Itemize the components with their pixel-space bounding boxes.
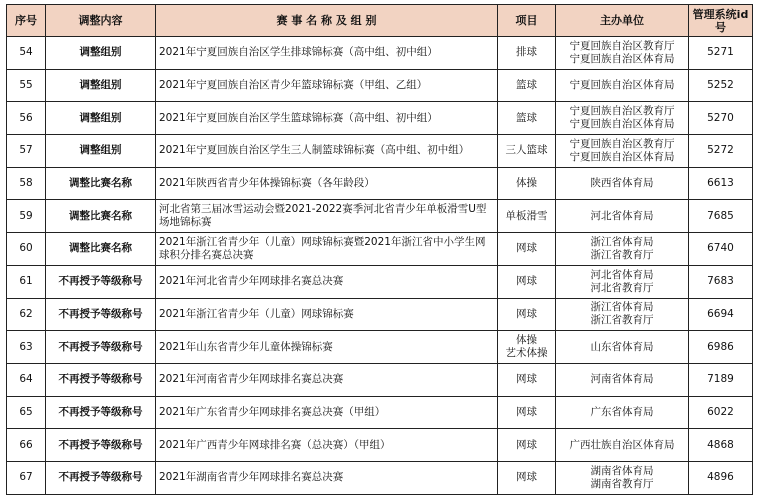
cell-sport: 体操 艺术体操: [498, 331, 556, 364]
header-sport: 项目: [498, 5, 556, 37]
cell-event-name: 2021年山东省青少年儿童体操锦标赛: [156, 331, 498, 364]
cell-organizer: 宁夏回族自治区体育局: [556, 69, 689, 102]
cell-adjust: 调整比赛名称: [46, 167, 156, 200]
cell-organizer: 广西壮族自治区体育局: [556, 429, 689, 462]
cell-system-id: 6740: [689, 233, 753, 266]
cell-system-id: 5252: [689, 69, 753, 102]
cell-sport: 三人篮球: [498, 135, 556, 168]
cell-event-name: 2021年广东省青少年网球排名赛总决赛（甲组）: [156, 396, 498, 429]
cell-sport: 网球: [498, 265, 556, 298]
cell-system-id: 4868: [689, 429, 753, 462]
cell-seq: 58: [7, 167, 46, 200]
table-row: [7, 102, 753, 135]
table-row: [7, 461, 753, 494]
cell-seq: 55: [7, 69, 46, 102]
cell-adjust: 调整组别: [46, 102, 156, 135]
table-row: [7, 265, 753, 298]
table-row: [7, 396, 753, 429]
cell-adjust: 调整组别: [46, 69, 156, 102]
cell-sport: 排球: [498, 37, 556, 70]
table-row: [7, 167, 753, 200]
cell-sport: 体操: [498, 167, 556, 200]
cell-system-id: 6022: [689, 396, 753, 429]
cell-adjust: 调整组别: [46, 135, 156, 168]
cell-seq: 60: [7, 233, 46, 266]
header-organizer: 主办单位: [556, 5, 689, 37]
cell-sport: 网球: [498, 233, 556, 266]
table-row: [7, 69, 753, 102]
cell-adjust: 不再授予等级称号: [46, 461, 156, 494]
cell-event-name: 2021年陕西省青少年体操锦标赛（各年龄段）: [156, 167, 498, 200]
cell-organizer: 河北省体育局: [556, 200, 689, 233]
cell-adjust: 调整比赛名称: [46, 233, 156, 266]
cell-seq: 54: [7, 37, 46, 70]
cell-seq: 59: [7, 200, 46, 233]
cell-seq: 61: [7, 265, 46, 298]
cell-organizer: 湖南省体育局 湖南省教育厅: [556, 461, 689, 494]
table-row: [7, 37, 753, 70]
cell-organizer: 浙江省体育局 浙江省教育厅: [556, 233, 689, 266]
cell-event-name: 2021年河南省青少年网球排名赛总决赛: [156, 363, 498, 396]
cell-sport: 网球: [498, 396, 556, 429]
cell-adjust: 不再授予等级称号: [46, 331, 156, 364]
cell-seq: 67: [7, 461, 46, 494]
cell-system-id: 6986: [689, 331, 753, 364]
cell-adjust: 不再授予等级称号: [46, 396, 156, 429]
cell-event-name: 2021年浙江省青少年（儿童）网球锦标赛: [156, 298, 498, 331]
table-row: [7, 331, 753, 364]
cell-sport: 网球: [498, 461, 556, 494]
cell-event-name: 2021年宁夏回族自治区学生篮球锦标赛（高中组、初中组）: [156, 102, 498, 135]
cell-event-name: 2021年广西青少年网球排名赛（总决赛）（甲组）: [156, 429, 498, 462]
cell-adjust: 不再授予等级称号: [46, 363, 156, 396]
cell-seq: 65: [7, 396, 46, 429]
cell-organizer: 宁夏回族自治区教育厅 宁夏回族自治区体育局: [556, 37, 689, 70]
table-row: [7, 298, 753, 331]
table-row: [7, 200, 753, 233]
cell-seq: 63: [7, 331, 46, 364]
cell-seq: 57: [7, 135, 46, 168]
cell-event-name: 河北省第三届冰雪运动会暨2021-2022赛季河北省青少年单板滑雪U型场地锦标赛: [156, 200, 498, 233]
cell-sport: 网球: [498, 429, 556, 462]
cell-adjust: 调整比赛名称: [46, 200, 156, 233]
cell-event-name: 2021年宁夏回族自治区学生排球锦标赛（高中组、初中组）: [156, 37, 498, 70]
events-table: [6, 4, 753, 495]
table-row: [7, 363, 753, 396]
cell-organizer: 宁夏回族自治区教育厅 宁夏回族自治区体育局: [556, 135, 689, 168]
cell-adjust: 调整组别: [46, 37, 156, 70]
cell-system-id: 5270: [689, 102, 753, 135]
cell-organizer: 河北省体育局 河北省教育厅: [556, 265, 689, 298]
cell-organizer: 河南省体育局: [556, 363, 689, 396]
cell-organizer: 浙江省体育局 浙江省教育厅: [556, 298, 689, 331]
cell-system-id: 5271: [689, 37, 753, 70]
cell-event-name: 2021年湖南省青少年网球排名赛总决赛: [156, 461, 498, 494]
cell-seq: 66: [7, 429, 46, 462]
cell-event-name: 2021年河北省青少年网球排名赛总决赛: [156, 265, 498, 298]
cell-seq: 64: [7, 363, 46, 396]
header-adjust: 调整内容: [46, 5, 156, 37]
cell-sport: 网球: [498, 298, 556, 331]
cell-system-id: 4896: [689, 461, 753, 494]
cell-sport: 篮球: [498, 69, 556, 102]
cell-sport: 单板滑雪: [498, 200, 556, 233]
cell-adjust: 不再授予等级称号: [46, 265, 156, 298]
cell-seq: 56: [7, 102, 46, 135]
table-row: [7, 135, 753, 168]
table-row: [7, 429, 753, 462]
table-row: [7, 233, 753, 266]
cell-system-id: 7189: [689, 363, 753, 396]
cell-seq: 62: [7, 298, 46, 331]
cell-organizer: 山东省体育局: [556, 331, 689, 364]
cell-event-name: 2021年宁夏回族自治区学生三人制篮球锦标赛（高中组、初中组）: [156, 135, 498, 168]
cell-adjust: 不再授予等级称号: [46, 429, 156, 462]
cell-system-id: 5272: [689, 135, 753, 168]
cell-system-id: 7683: [689, 265, 753, 298]
cell-event-name: 2021年宁夏回族自治区青少年篮球锦标赛（甲组、乙组）: [156, 69, 498, 102]
cell-sport: 篮球: [498, 102, 556, 135]
cell-sport: 网球: [498, 363, 556, 396]
cell-organizer: 宁夏回族自治区教育厅 宁夏回族自治区体育局: [556, 102, 689, 135]
header-seq: 序号: [7, 5, 46, 37]
cell-system-id: 6613: [689, 167, 753, 200]
cell-organizer: 陕西省体育局: [556, 167, 689, 200]
cell-adjust: 不再授予等级称号: [46, 298, 156, 331]
cell-organizer: 广东省体育局: [556, 396, 689, 429]
cell-system-id: 6694: [689, 298, 753, 331]
cell-system-id: 7685: [689, 200, 753, 233]
cell-event-name: 2021年浙江省青少年（儿童）网球锦标赛暨2021年浙江省中小学生网球积分排名赛总决赛: [156, 233, 498, 266]
header-system-id: 管理系统id号: [689, 5, 753, 37]
header-event-name: 赛 事 名 称 及 组 别: [156, 5, 498, 37]
header-row: [7, 5, 753, 37]
